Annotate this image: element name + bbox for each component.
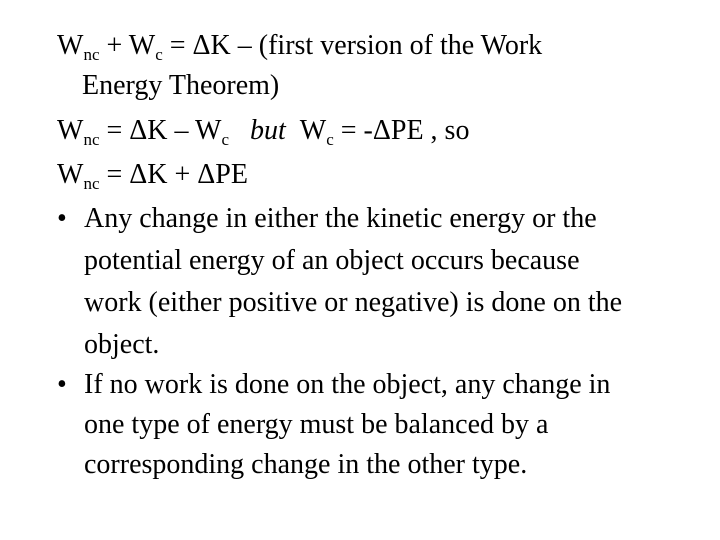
eq2-tail: = -ΔPE , so bbox=[333, 115, 470, 146]
bullet-marker: • bbox=[57, 369, 67, 400]
eq1-rest: = ΔK – (first version of the Work bbox=[162, 30, 543, 61]
bullet-1-line-4: object. bbox=[84, 329, 160, 360]
eq2-but: but bbox=[249, 115, 286, 146]
eq1-w: W bbox=[57, 30, 84, 61]
bullet-1-line-2: potential energy of an object occurs because bbox=[84, 245, 580, 276]
eq1-sub-nc: nc bbox=[83, 45, 100, 64]
bullet-2-line-1: If no work is done on the object, any change in bbox=[84, 369, 611, 400]
eq1-plus-w: + W bbox=[99, 30, 156, 61]
eq3-rest: = ΔK + ΔPE bbox=[99, 159, 248, 190]
bullet-1-line-1: Any change in either the kinetic energy or the bbox=[84, 203, 597, 234]
eq2-mid: = ΔK – W bbox=[99, 115, 222, 146]
bullet-marker: • bbox=[57, 203, 67, 234]
eq2-sub-c: c bbox=[221, 130, 229, 149]
eq3-w: W bbox=[57, 159, 84, 190]
eq2-sub-nc: nc bbox=[83, 130, 100, 149]
equation-wnc-rearranged bbox=[57, 115, 470, 149]
eq3-sub-nc: nc bbox=[83, 174, 100, 193]
bullet-2-line-2: one type of energy must be balanced by a bbox=[84, 409, 549, 440]
eq2-w2: W bbox=[299, 115, 327, 146]
eq1-sub-c: c bbox=[155, 45, 163, 64]
bullet-1-line-3: work (either positive or negative) is done on the bbox=[84, 287, 623, 318]
equation-work-energy-first bbox=[57, 30, 543, 64]
equation-wnc-final bbox=[57, 159, 248, 193]
eq2-w: W bbox=[57, 115, 84, 146]
eq1-continuation: Energy Theorem) bbox=[82, 70, 280, 101]
bullet-2-line-3: corresponding change in the other type. bbox=[84, 449, 528, 480]
equation-work-energy-continuation bbox=[82, 72, 279, 100]
eq2-sub-c2: c bbox=[326, 130, 334, 149]
